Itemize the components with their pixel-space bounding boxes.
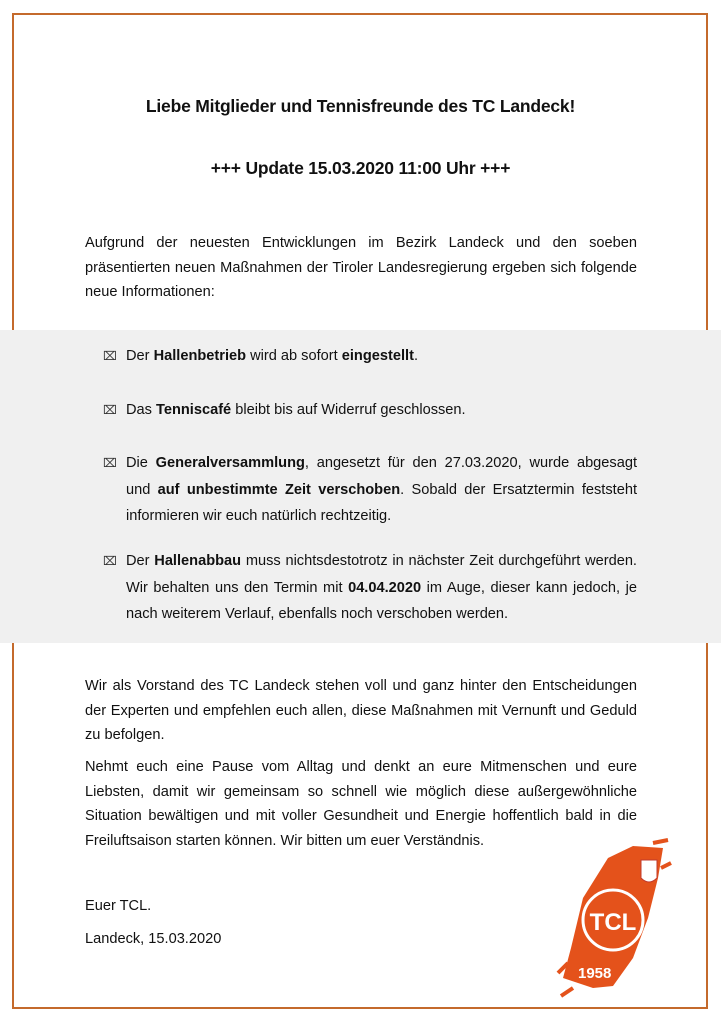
greeting-heading: Liebe Mitglieder und Tennisfreunde des TC Landeck! (145, 96, 576, 116)
logo-letters: TCL (589, 909, 637, 936)
closing-paragraph: Nehmt euch eine Pause vom Alltag und denkt an eure Mitmenschen und eure Liebsten, damit wir gemeinsam so schnell wie möglich diese außergewöhnliche Situation bewältigen und mit voller Gesundheit und Energie hoffentlich bald in die Freiluftsaison starten können. Wir bitten um euer Verständnis. (85, 759, 637, 849)
place-date: Landeck, 15.03.2020 (85, 931, 222, 947)
update-heading: +++ Update 15.03.2020 11:00 Uhr +++ (210, 158, 511, 178)
bullet-box-icon: ⌧ (103, 349, 117, 363)
signature: Euer TCL. (85, 898, 152, 914)
bullet-box-icon: ⌧ (103, 403, 117, 417)
tcl-logo (553, 838, 673, 998)
bullet-box-icon: ⌧ (103, 456, 117, 470)
bullet-box-icon: ⌧ (103, 554, 117, 568)
logo-year: 1958 (578, 965, 612, 982)
board-paragraph: Wir als Vorstand des TC Landeck stehen voll und ganz hinter den Entscheidungen der Experten und empfehlen euch allen, diese Maßnahmen mit Vernunft und Geduld zu befolgen. (85, 678, 637, 743)
intro-paragraph: Aufgrund der neuesten Entwicklungen im Bezirk Landeck und den soeben präsentierten neuen Maßnahmen der Tiroler Landesregierung ergeben sich folgende neue Informationen: (85, 235, 637, 300)
coat-of-arms-icon (641, 860, 657, 882)
